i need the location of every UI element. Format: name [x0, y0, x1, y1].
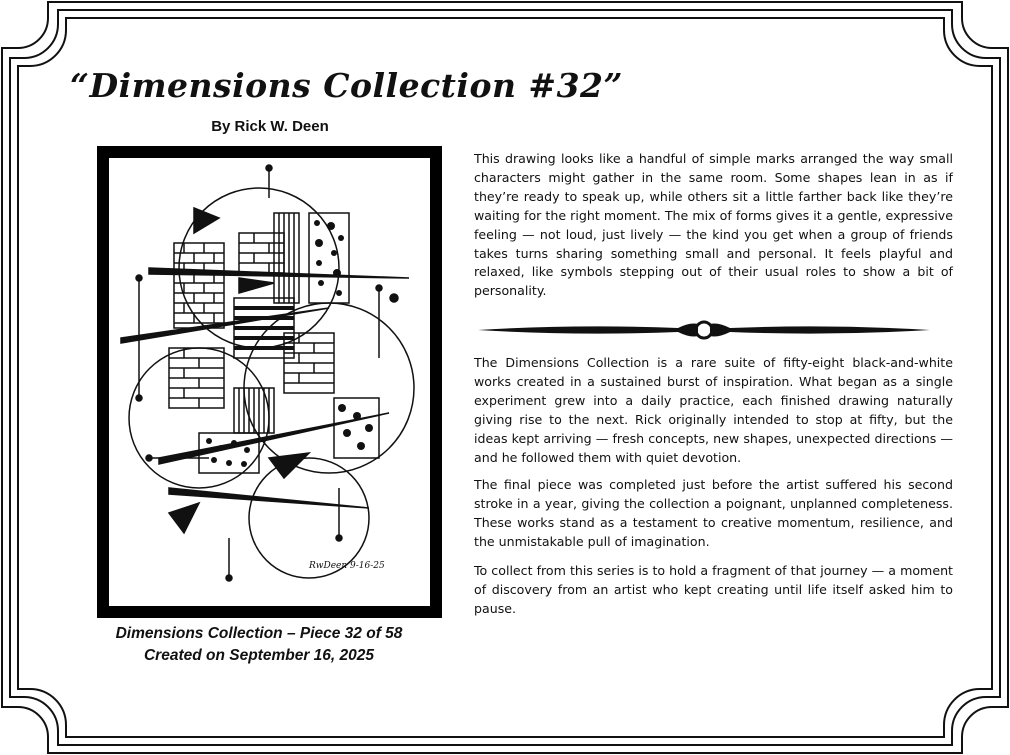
description-paragraph: The final piece was completed just before the artist suffered his second stroke in a year, giving the collection a poignant, unplanned completeness. These works stand as a testament to creative momentum, resilience, and the unmistakable pull of imagination.: [474, 477, 953, 549]
artist-byline: By Rick W. Deen: [211, 118, 329, 135]
description-paragraph: To collect from this series is to hold a fragment of that journey — a moment of discovery from an artist who kept creating until life itself asked him to pause.: [474, 563, 953, 616]
caption-creation-date: Created on September 16, 2025: [143, 647, 375, 664]
artwork-frame: [97, 146, 442, 618]
artwork-caption: [100, 623, 418, 667]
artwork-drawing: [109, 158, 430, 606]
page-title: “Dimensions Collection #32”: [70, 66, 623, 105]
artwork-signature: RwDeen 9-16-25: [309, 561, 385, 571]
ornamental-divider: [478, 318, 930, 342]
artwork-mat: [109, 158, 430, 606]
description-paragraph: This drawing looks like a handful of simple marks arranged the way small characters might gather in the same room. Some shapes lean in as if they’re ready to speak up, while others sit a little farther back like they’re waiting for the right moment. The mix of forms gives it a gentle, expressive feeling — not loud, just lively — the kind you get when a group of friends takes turns sharing something small and personal. It feels playful and relaxed, like symbols stepping out of their usual roles to show a bit of personality.: [474, 151, 953, 299]
description-paragraph: The Dimensions Collection is a rare suite of fifty-eight black-and-white works created in a sustained burst of inspiration. What began as a single experiment grew into a daily practice, each finished drawing naturally giving rise to the next. Rick originally intended to stop at fifty, but the ideas kept arriving — fresh concepts, new shapes, unexpected directions — and he followed them with quiet devotion.: [474, 355, 953, 465]
caption-piece-number: Dimensions Collection – Piece 32 of 58: [115, 625, 403, 642]
